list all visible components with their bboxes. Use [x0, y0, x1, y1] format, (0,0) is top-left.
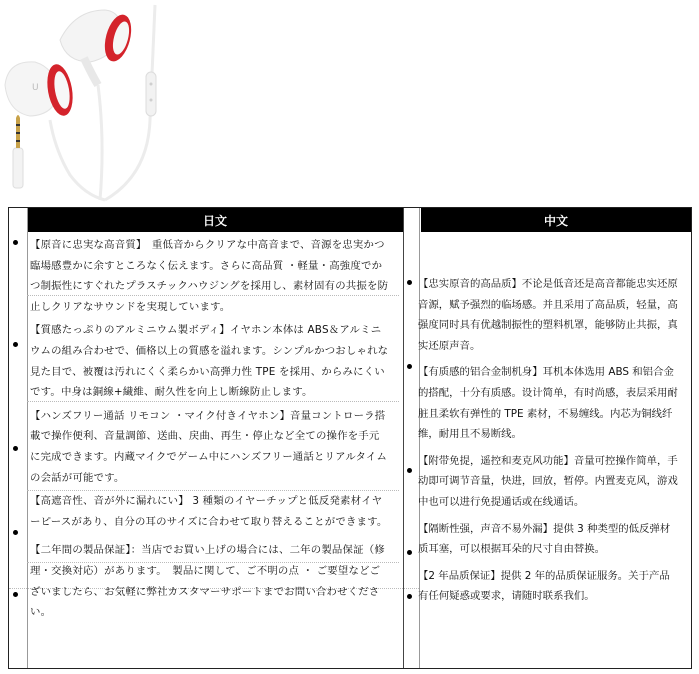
- svg-text:U: U: [32, 83, 39, 93]
- audio-jack: [13, 115, 23, 188]
- earphones-product-image: [0, 0, 200, 205]
- column-divider: [403, 208, 404, 668]
- bullet: [13, 592, 18, 597]
- jp-paragraph-sound: 【原音に忠実な高音質】 重低音からクリアな中高音まで、音源を忠実かつ臨場感豊かに余すところなく伝えます。さらに高品質 ・軽量・高強度でかつ制振性にすぐれたプラスチックハウジングを採用し、素材固有の共振を防止しクリアなサウンドを実現しています。: [30, 239, 389, 313]
- bullet: [407, 550, 412, 555]
- bullet: [13, 342, 18, 347]
- bullet: [13, 446, 18, 451]
- jp-paragraph-body: 【質感たっぷりのアルミニウム製ボディ】イヤホン本体は ABS＆アルミニウムの組み合わせで、価格以上の質感を溢れます。シンプルかつおしゃれな見た目で、被覆は汚れにくく柔らかい高弾力性 TPE を採用、からみにくいです。中身は銅線+繊維、耐久性を向上し断線防止します。: [30, 324, 389, 399]
- header-chinese: 中文: [421, 208, 691, 232]
- cn-paragraph-handsfree: 【附带免提，遥控和麦克风功能】音量可控操作简单，手动即可调节音量，快进，回放，暂停。内置麦克风，游戏中也可以进行免提通话或在线通话。: [418, 454, 678, 508]
- bullet: [13, 240, 18, 245]
- bullet: [407, 280, 412, 285]
- header-japanese: 日文: [27, 208, 403, 232]
- column-divider: [27, 208, 28, 668]
- japanese-column: [30, 235, 390, 626]
- earbud-right: [60, 10, 136, 85]
- cn-paragraph-isolation: 【隔断性强，声音不易外漏】提供 3 种类型的低反弹材质耳塞，可以根据耳朵的尺寸自由替换。: [418, 522, 671, 556]
- bullet: [407, 594, 412, 599]
- jp-paragraph-isolation: 【高遮音性、音が外に漏れにい】 3 種類のイヤーチップと低反発素材イヤーピースがあり、自分の耳のサイズに合わせて取り替えることができます。: [30, 495, 388, 528]
- bullet: [407, 364, 412, 369]
- cn-paragraph-warranty: 【2 年品质保证】提供 2 年的品质保证服务。关于产品有任何疑惑或要求，请随时联系我们。: [418, 569, 670, 603]
- cn-paragraph-sound: 【忠实原音的高品质】不论是低音还是高音都能忠实还原音源，赋予强烈的临场感。并且采用了高品质，轻量，高强度同时具有优越制振性的塑料机罩，能够防止共振，真实还原声音。: [418, 278, 678, 352]
- bullet: [13, 530, 18, 535]
- remote-control: [146, 72, 156, 116]
- jp-paragraph-handsfree: 【ハンズフリー通話 リモコン ・マイク付きイヤホン】音量コントローラ搭載で操作便利、音量調節、送曲、戻曲、再生・停止など全ての操作を手元に完成できます。内蔵マイクでゲーム中にハンズフリー通話とリアルタイムの会話が可能です。: [30, 409, 388, 484]
- earbud-left: [5, 62, 76, 118]
- chinese-column: [418, 274, 680, 613]
- jp-paragraph-warranty: 【二年間の製品保証】：当店でお買い上げの場合には、二年の製品保証（修理・交換対応）があります。 製品に関して、ご不明の点 ・ ご要望などございましたら、お気軽に弊社カスタマーサポートまでお問い合わせください。: [30, 544, 385, 619]
- cn-paragraph-body: 【有质感的铝合金制机身】耳机本体选用 ABS 和铝合金的搭配，十分有质感。设计简单，有时尚感，表层采用耐脏且柔软有弹性的 TPE 素材，不易缠线。内芯为铜线纤维，耐用且不易断线。: [418, 366, 678, 441]
- bullet: [407, 468, 412, 473]
